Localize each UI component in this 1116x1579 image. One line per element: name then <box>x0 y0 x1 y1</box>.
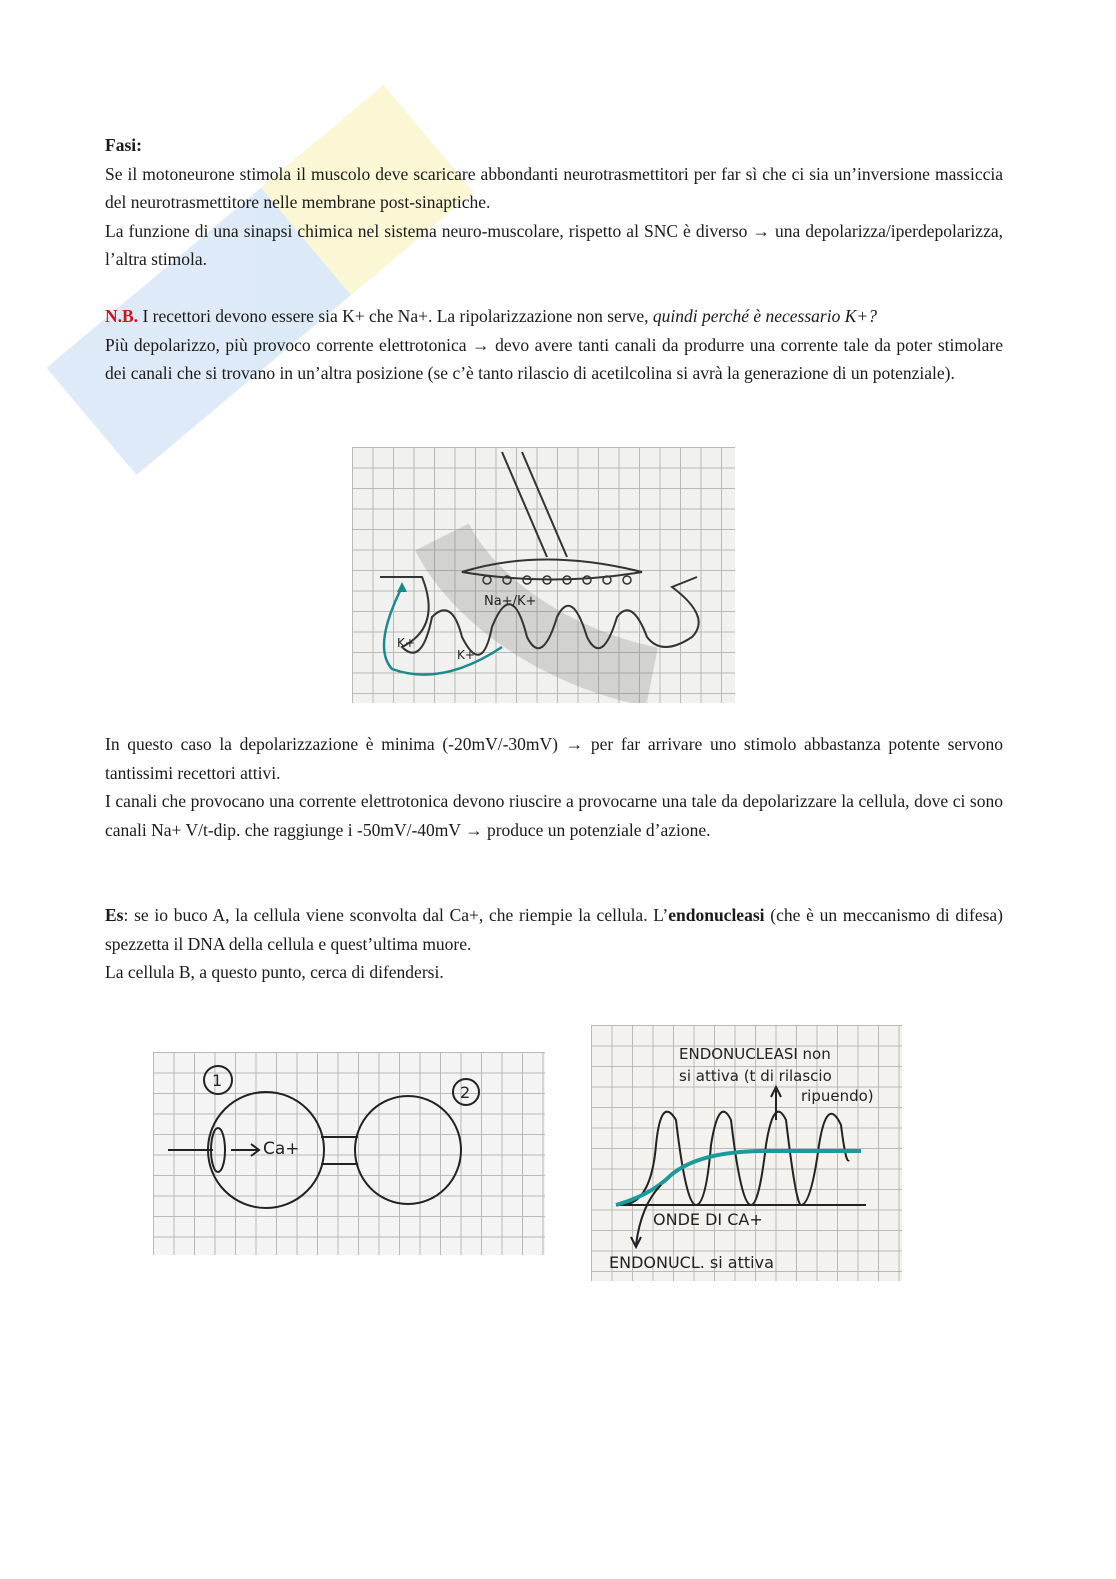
note-top: ENDONUCLEASI non <box>679 1045 831 1063</box>
paragraph: In questo caso la depolarizzazione è minima (-20mV/-30mV) → per far arrivare uno stimolo abbastanza potente servono tantissimi recettori attivi. <box>105 734 1003 783</box>
note-top: si attiva (t di rilascio <box>679 1067 832 1085</box>
section-depolarization <box>105 730 1003 844</box>
es-text: (che è un meccanismo di difesa) spezzetta il DNA della cellula e quest’ultima muore. <box>105 905 1004 954</box>
es-label: Es <box>105 905 124 925</box>
calcium-waves-sketch <box>591 1025 902 1281</box>
label-na-k: Na+/K+ <box>484 594 537 609</box>
es-text: : se io buco A, la cellula viene sconvolta dal Ca+, che riempie la cellula. L’ <box>123 905 669 925</box>
paragraph: Più depolarizzo, più provoco corrente elettrotonica → devo avere tanti canali da produrre una corrente tale da poter stimolare dei canali che si trovano in un’altra posizione (se c’è tanto rilascio di acetilcolina si avrà la generazione di un potenziale). <box>105 334 1003 384</box>
note-bottom: ENDONUCL. si attiva <box>609 1253 774 1272</box>
ion-label: Ca+ <box>263 1139 300 1159</box>
synapse-sketch <box>352 447 735 703</box>
label-k: K+ <box>397 636 415 650</box>
label-k: K+ <box>457 648 475 662</box>
nb-text: I recettori devono essere sia K+ che Na+. La ripolarizzazione non serve, <box>138 306 653 326</box>
nb-question: quindi perché è necessario K+? <box>652 306 877 326</box>
note-top: ripuendo) <box>801 1087 874 1105</box>
endonucleasi-term: endonucleasi <box>668 905 765 925</box>
cells-sketch <box>153 1052 545 1255</box>
axis-label: ONDE DI CA+ <box>653 1210 763 1229</box>
section-es <box>105 901 1003 987</box>
section-nb <box>105 302 1003 388</box>
nb-label: N.B. <box>105 306 139 326</box>
section-fasi <box>105 131 1003 274</box>
heading: Fasi: <box>105 135 142 155</box>
paragraph: La funzione di una sinapsi chimica nel sistema neuro-muscolare, rispetto al SNC è diverso → una depolarizza/iperdepolarizza, l’altra stimola. <box>105 220 1003 270</box>
paragraph: I canali che provocano una corrente elettrotonica devono riuscire a provocarne una tale da depolarizzare la cellula, dove ci sono canali Na+ V/t-dip. che raggiunge i -50mV/-40mV → produce un potenziale d’azione. <box>105 791 1003 840</box>
cell1-label: 1 <box>212 1071 223 1090</box>
paragraph: Se il motoneurone stimola il muscolo deve scaricare abbondanti neurotrasmettitori per far sì che ci sia un’inversione massiccia del neurotrasmettitore nelle membrane post-sinaptiche. <box>105 163 1003 213</box>
paragraph: La cellula B, a questo punto, cerca di difendersi. <box>105 962 444 983</box>
cell2-label: 2 <box>460 1083 471 1102</box>
